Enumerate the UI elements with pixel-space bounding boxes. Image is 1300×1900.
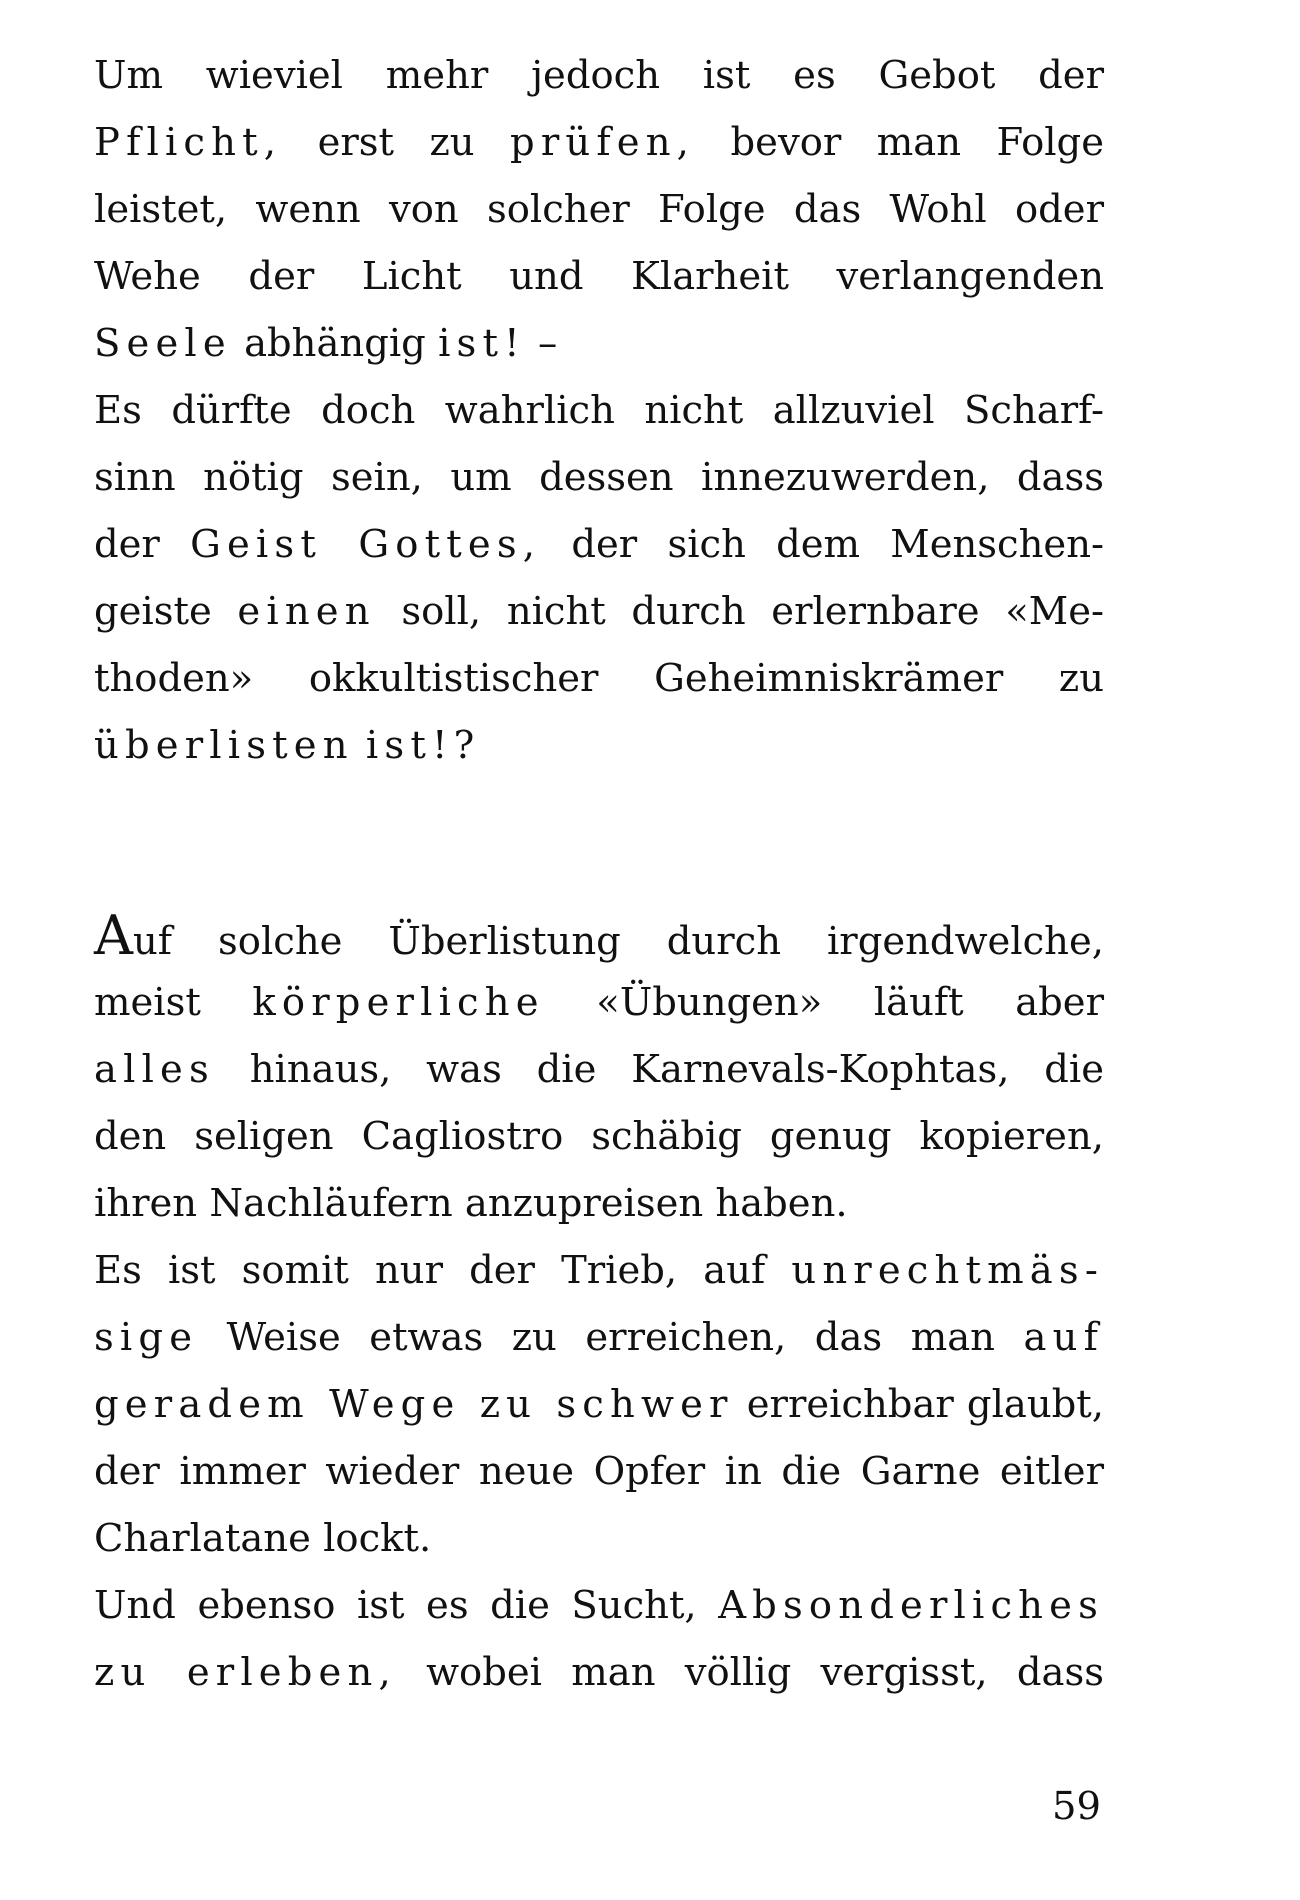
text-line: der immer wieder neue Opfer in die Garne eitler	[94, 1449, 1104, 1494]
paragraph-4	[94, 1237, 1104, 1572]
text-line: Charlatane lockt.	[94, 1516, 432, 1561]
text-line: Es dürfte doch wahrlich nicht allzuviel Scharf-	[94, 388, 1104, 433]
paragraph-3	[94, 902, 1104, 1237]
text-line: Um wieviel mehr jedoch ist es Gebot der	[94, 53, 1104, 98]
text-line: sinn nötig sein, um dessen innezuwerden, dass	[94, 455, 1104, 500]
text-line: meist körperliche «Übungen» läuft aber	[94, 980, 1104, 1025]
text-line: Und ebenso ist es die Sucht, Absonderliches	[94, 1583, 1104, 1628]
text-block-bottom	[94, 902, 1104, 1706]
text-line: überlisten ist!?	[94, 723, 481, 768]
paragraph-5	[94, 1572, 1104, 1706]
text-line: alles hinaus, was die Karnevals-Kophtas, die	[94, 1047, 1104, 1092]
drop-cap: A	[94, 904, 133, 967]
text-line: Auf solche Überlistung durch irgendwelche,	[94, 904, 1104, 967]
paragraph-2	[94, 377, 1104, 779]
text-line: Es ist somit nur der Trieb, auf unrechtmäs-	[94, 1248, 1104, 1293]
page-number: 59	[1052, 1784, 1101, 1829]
text-block-top	[94, 42, 1104, 779]
text-line: ihren Nachläufern anzupreisen haben.	[94, 1181, 848, 1226]
text-line: den seligen Cagliostro schäbig genug kopieren,	[94, 1114, 1104, 1159]
text-line: zu erleben, wobei man völlig vergisst, dass	[94, 1650, 1104, 1695]
paragraph-1	[94, 42, 1104, 377]
text-line: thoden» okkultistischer Geheimniskrämer zu	[94, 656, 1104, 701]
text-line: Seele abhängig ist! –	[94, 321, 558, 366]
text-line: geradem Wege zu schwer erreichbar glaubt,	[94, 1382, 1104, 1427]
text-line: leistet, wenn von solcher Folge das Wohl oder	[94, 187, 1104, 232]
text-line: Wehe der Licht und Klarheit verlangenden	[94, 254, 1104, 299]
text-line: der Geist Gottes, der sich dem Menschen-	[94, 522, 1104, 567]
text-line: sige Weise etwas zu erreichen, das man auf	[94, 1315, 1104, 1360]
text-line: geiste einen soll, nicht durch erlernbare «Me-	[94, 589, 1104, 634]
text-line: Pflicht, erst zu prüfen, bevor man Folge	[94, 120, 1104, 165]
